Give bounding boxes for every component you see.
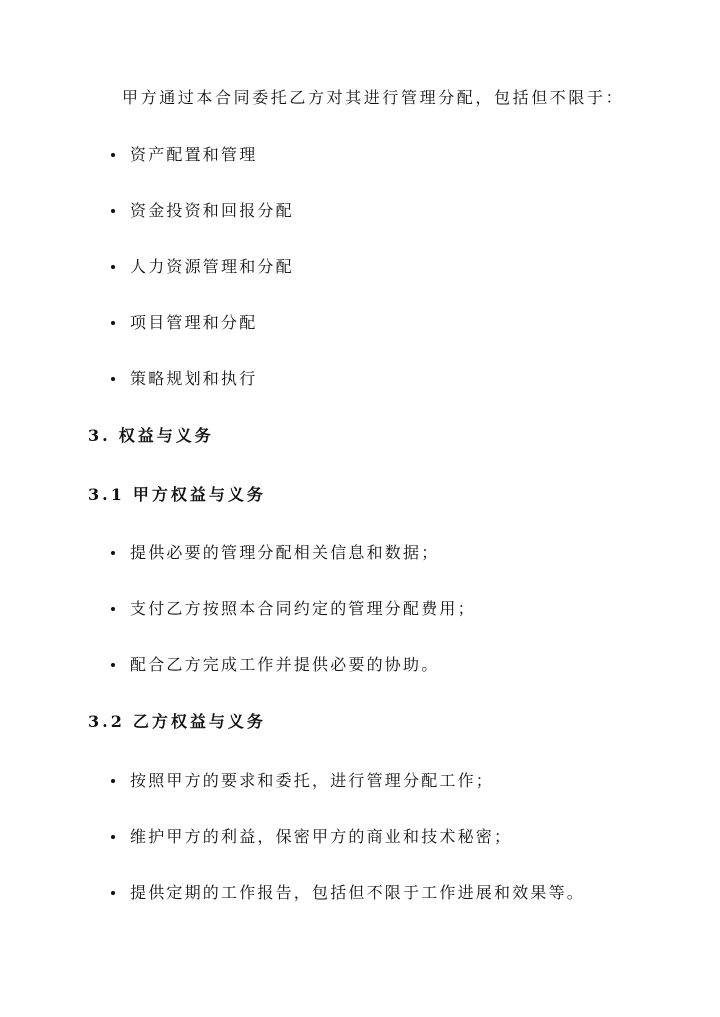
section-3-1-heading: [88, 483, 266, 507]
section-3-heading: [88, 424, 214, 448]
list-item-text: 维护甲方的利益，保密甲方的商业和技术秘密；: [130, 827, 513, 846]
bullet-icon: [111, 607, 115, 611]
section-3-1-title: 甲方权益与义务: [132, 485, 266, 504]
bullet-icon: [111, 265, 115, 269]
list-item-text: 项目管理和分配: [130, 313, 258, 332]
bullet-icon: [111, 377, 115, 381]
bullet-icon: [111, 153, 115, 157]
section-3-2-title: 乙方权益与义务: [132, 712, 266, 731]
bullet-icon: [111, 663, 115, 667]
bullet-icon: [111, 835, 115, 839]
bullet-icon: [111, 209, 115, 213]
bullet-icon: [111, 779, 115, 783]
list-item-text: 资金投资和回报分配: [130, 201, 294, 220]
section-3-2-number: 3.2: [88, 712, 125, 731]
bullet-icon: [111, 321, 115, 325]
list-item-text: 资产配置和管理: [130, 145, 258, 164]
list-item-text: 支付乙方按照本合同约定的管理分配费用；: [130, 599, 476, 618]
list-item-text: 按照甲方的要求和委托，进行管理分配工作；: [130, 771, 495, 790]
list-item-text: 提供必要的管理分配相关信息和数据；: [130, 543, 440, 562]
section-3-2-heading: [88, 710, 266, 734]
intro-paragraph: 甲方通过本合同委托乙方对其进行管理分配，包括但不限于：: [122, 88, 625, 107]
bullet-icon: [111, 551, 115, 555]
list-item-text: 人力资源管理和分配: [130, 257, 294, 276]
section-3-1-number: 3.1: [88, 485, 125, 504]
list-item-text: 提供定期的工作报告，包括但不限于工作进展和效果等。: [130, 883, 586, 902]
section-3-number: 3.: [88, 426, 111, 445]
section-3-title: 权益与义务: [118, 426, 214, 445]
list-item-text: 配合乙方完成工作并提供必要的协助。: [130, 655, 440, 674]
bullet-icon: [111, 891, 115, 895]
list-item-text: 策略规划和执行: [130, 369, 258, 388]
